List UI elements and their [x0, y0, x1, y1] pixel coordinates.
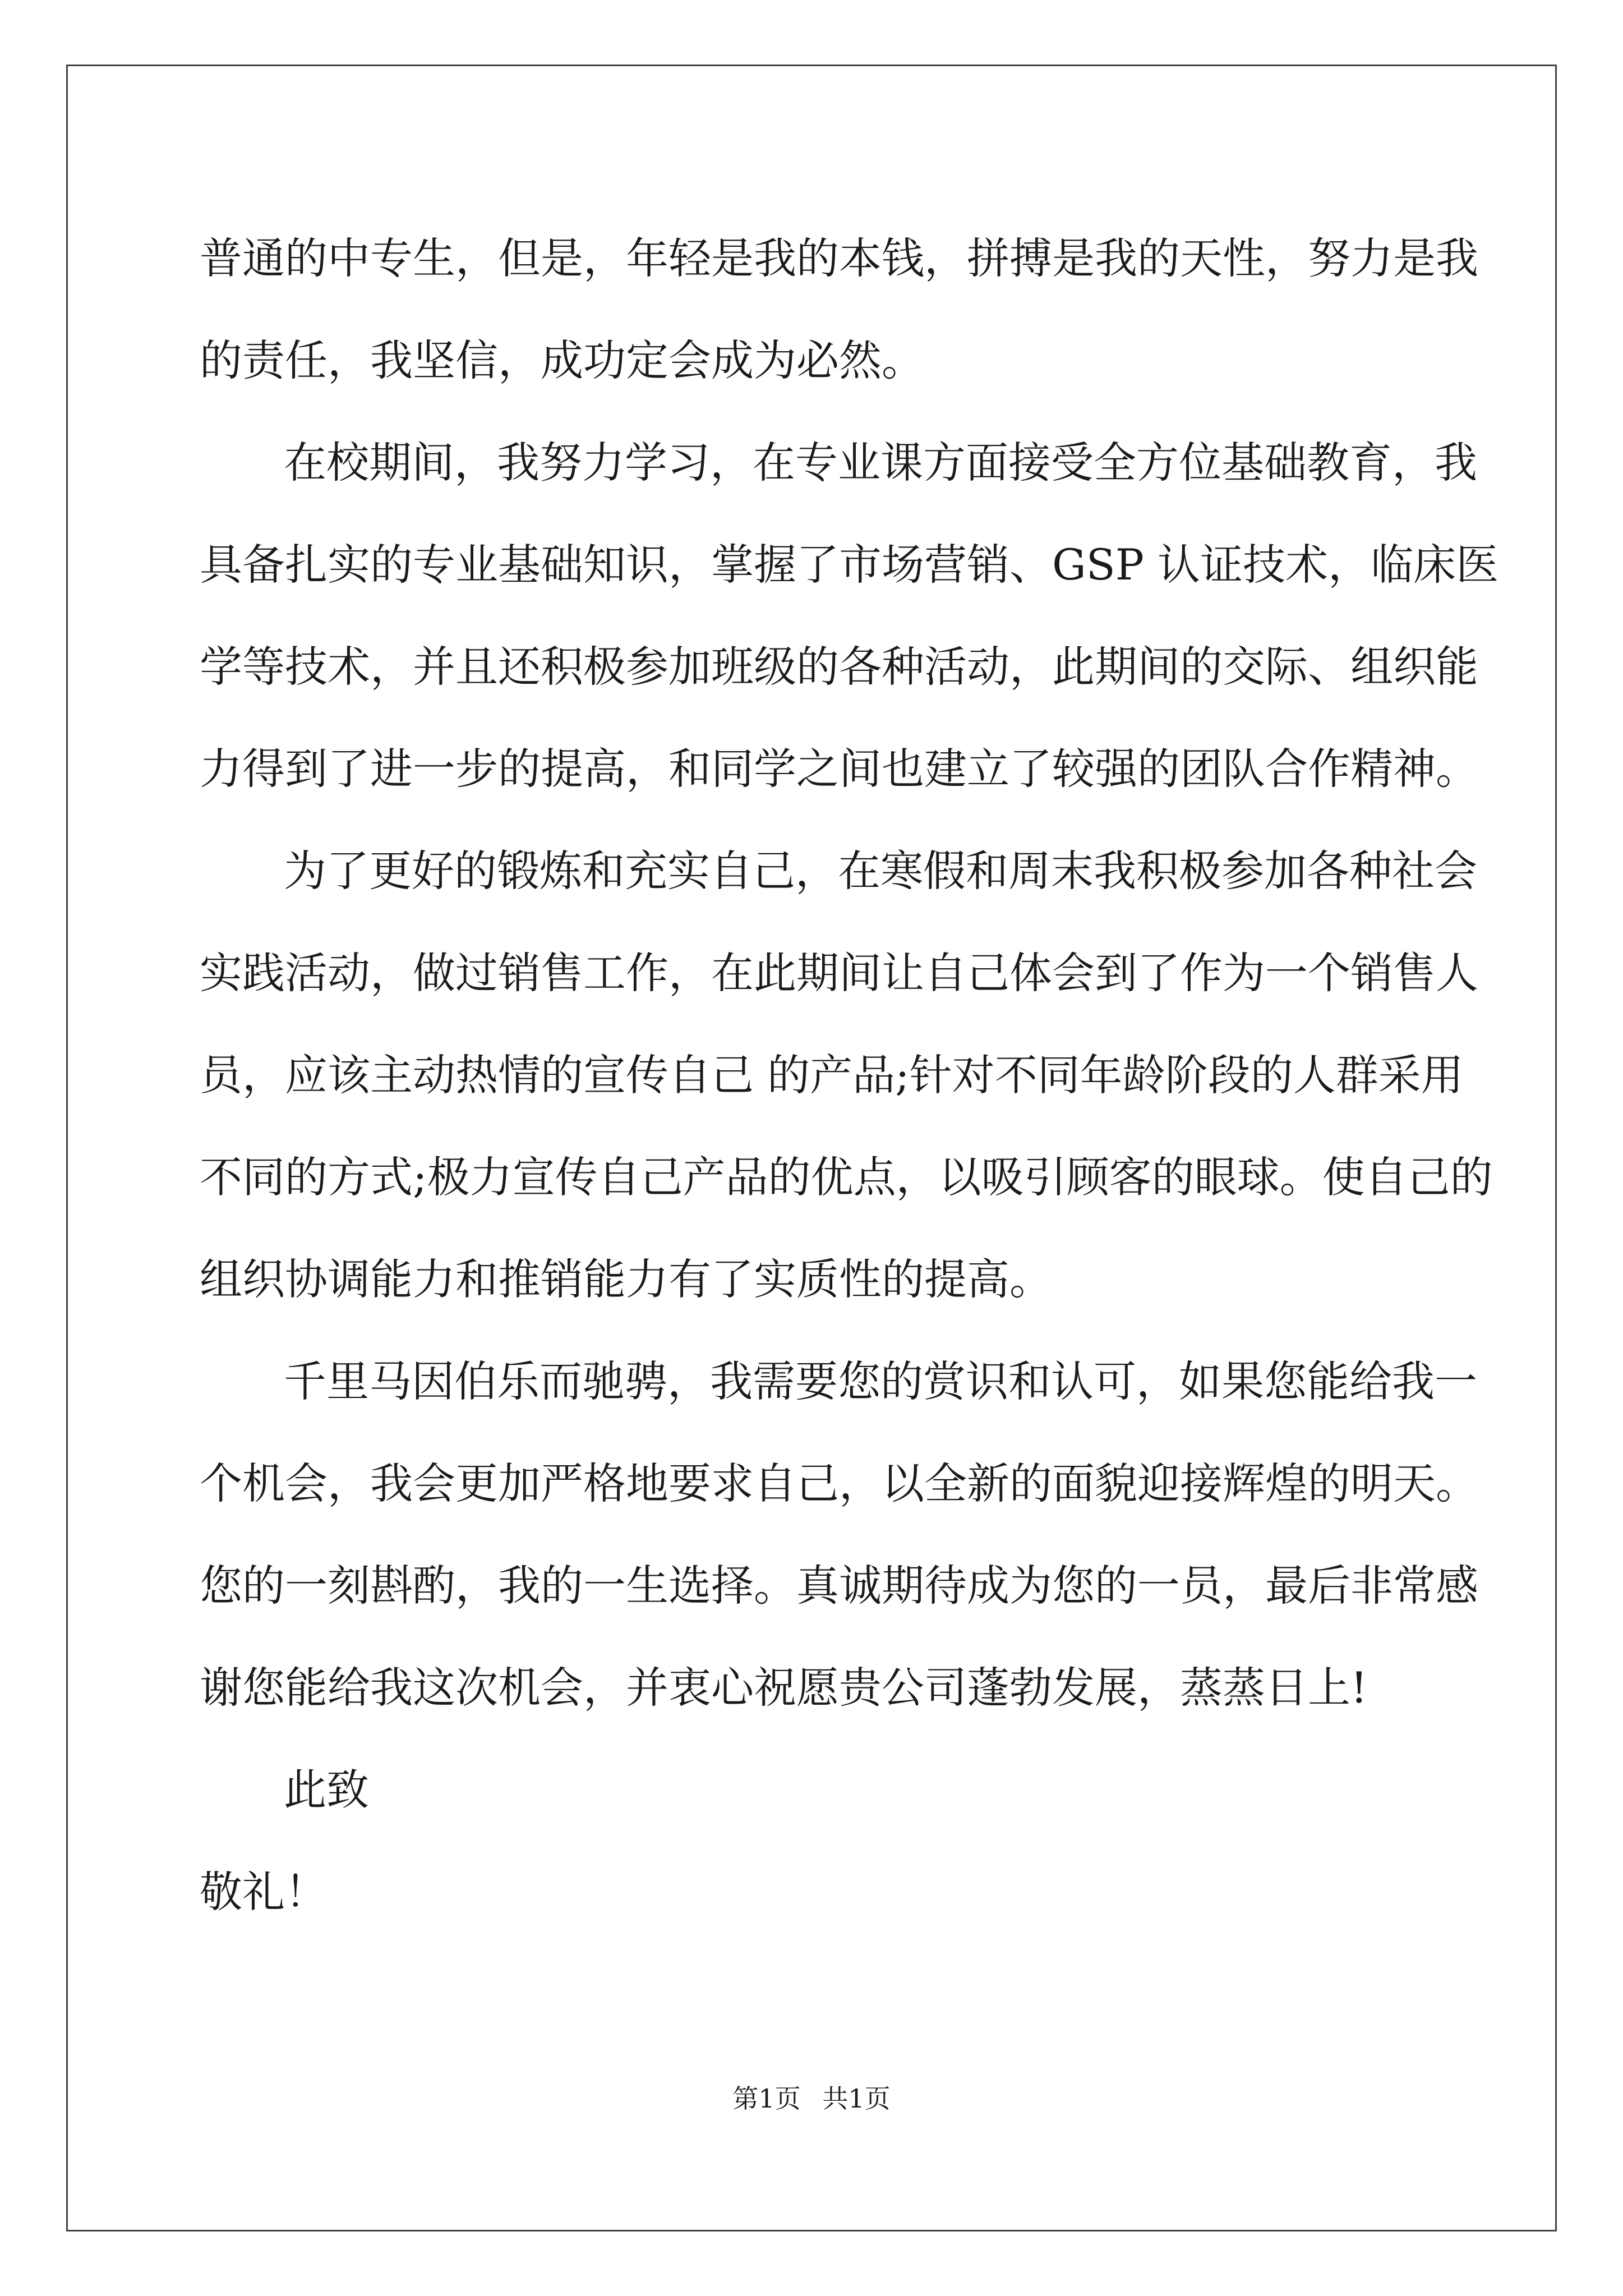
text-line: 具 备 扎 实 的 专 业 基 础 知 识 ， 掌 握 了 市 场 营 销 、 G S P 认 证 技 术 ， 临 床 医 [200, 540, 1499, 590]
text-line: 此致 [284, 1765, 369, 1815]
page-footer [0, 2078, 1623, 2115]
text-line: 为 了 更 好 的 锻 炼 和 充 实 自 己 ， 在 寒 假 和 周 末 我 积 极 参 加 各 种 社 会 [284, 846, 1477, 896]
text-line: 个 机 会 ， 我 会 更 加 严 格 地 要 求 自 己 ， 以 全 新 的 面 貌 迎 接 辉 煌 的 明 天 。 [200, 1458, 1478, 1508]
text-line: 谢您能给我这次机会，并衷心祝愿贵公司蓬勃发展，蒸蒸日上! [200, 1663, 1368, 1713]
text-line: 千 里 马 因 伯 乐 而 驰 骋 ， 我 需 要 您 的 赏 识 和 认 可 ， 如 果 您 能 给 我 一 [284, 1356, 1477, 1406]
text-line: 普 通 的 中 专 生 ， 但 是 ， 年 轻 是 我 的 本 钱 ， 拼 搏 是 我 的 天 性 ， 努 力 是 我 [200, 233, 1478, 283]
text-line: 员 ， 应 该 主 动 热 情 的 宣 传 自 己 的 产 品 ; 针 对 不 同 年 龄 阶 段 的 人 群 采 用 [200, 1050, 1464, 1100]
text-line: 的责任，我坚信，成功定会成为必然。 [200, 335, 924, 385]
text-line: 实 践 活 动 ， 做 过 销 售 工 作 ， 在 此 期 间 让 自 己 体 会 到 了 作 为 一 个 销 售 人 [200, 948, 1478, 998]
text-line: 不 同 的 方 式 ; 极 力 宣 传 自 己 产 品 的 优 点 ， 以 吸 引 顾 客 的 眼 球 。 使 自 己 的 [200, 1152, 1493, 1202]
text-line: 在 校 期 间 ， 我 努 力 学 习 ， 在 专 业 课 方 面 接 受 全 方 位 基 础 教 育 ， 我 [284, 438, 1477, 487]
text-line: 力 得 到 了 进 一 步 的 提 高 ， 和 同 学 之 间 也 建 立 了 较 强 的 团 队 合 作 精 神 。 [200, 744, 1478, 794]
text-line: 组织协调能力和推销能力有了实质性的提高。 [200, 1254, 1052, 1304]
letter-body [200, 208, 1499, 1943]
page-number-current: 第1页 [732, 2083, 801, 2114]
text-line: 敬礼！ [200, 1867, 328, 1917]
page-number-total: 共1页 [822, 2083, 891, 2114]
text-line: 您 的 一 刻 斟 酌 ， 我 的 一 生 选 择 。 真 诚 期 待 成 为 您 的 一 员 ， 最 后 非 常 感 [200, 1561, 1478, 1611]
text-line: 学 等 技 术 ， 并 且 还 积 极 参 加 班 级 的 各 种 活 动 ， 此 期 间 的 交 际 、 组 织 能 [200, 642, 1478, 692]
